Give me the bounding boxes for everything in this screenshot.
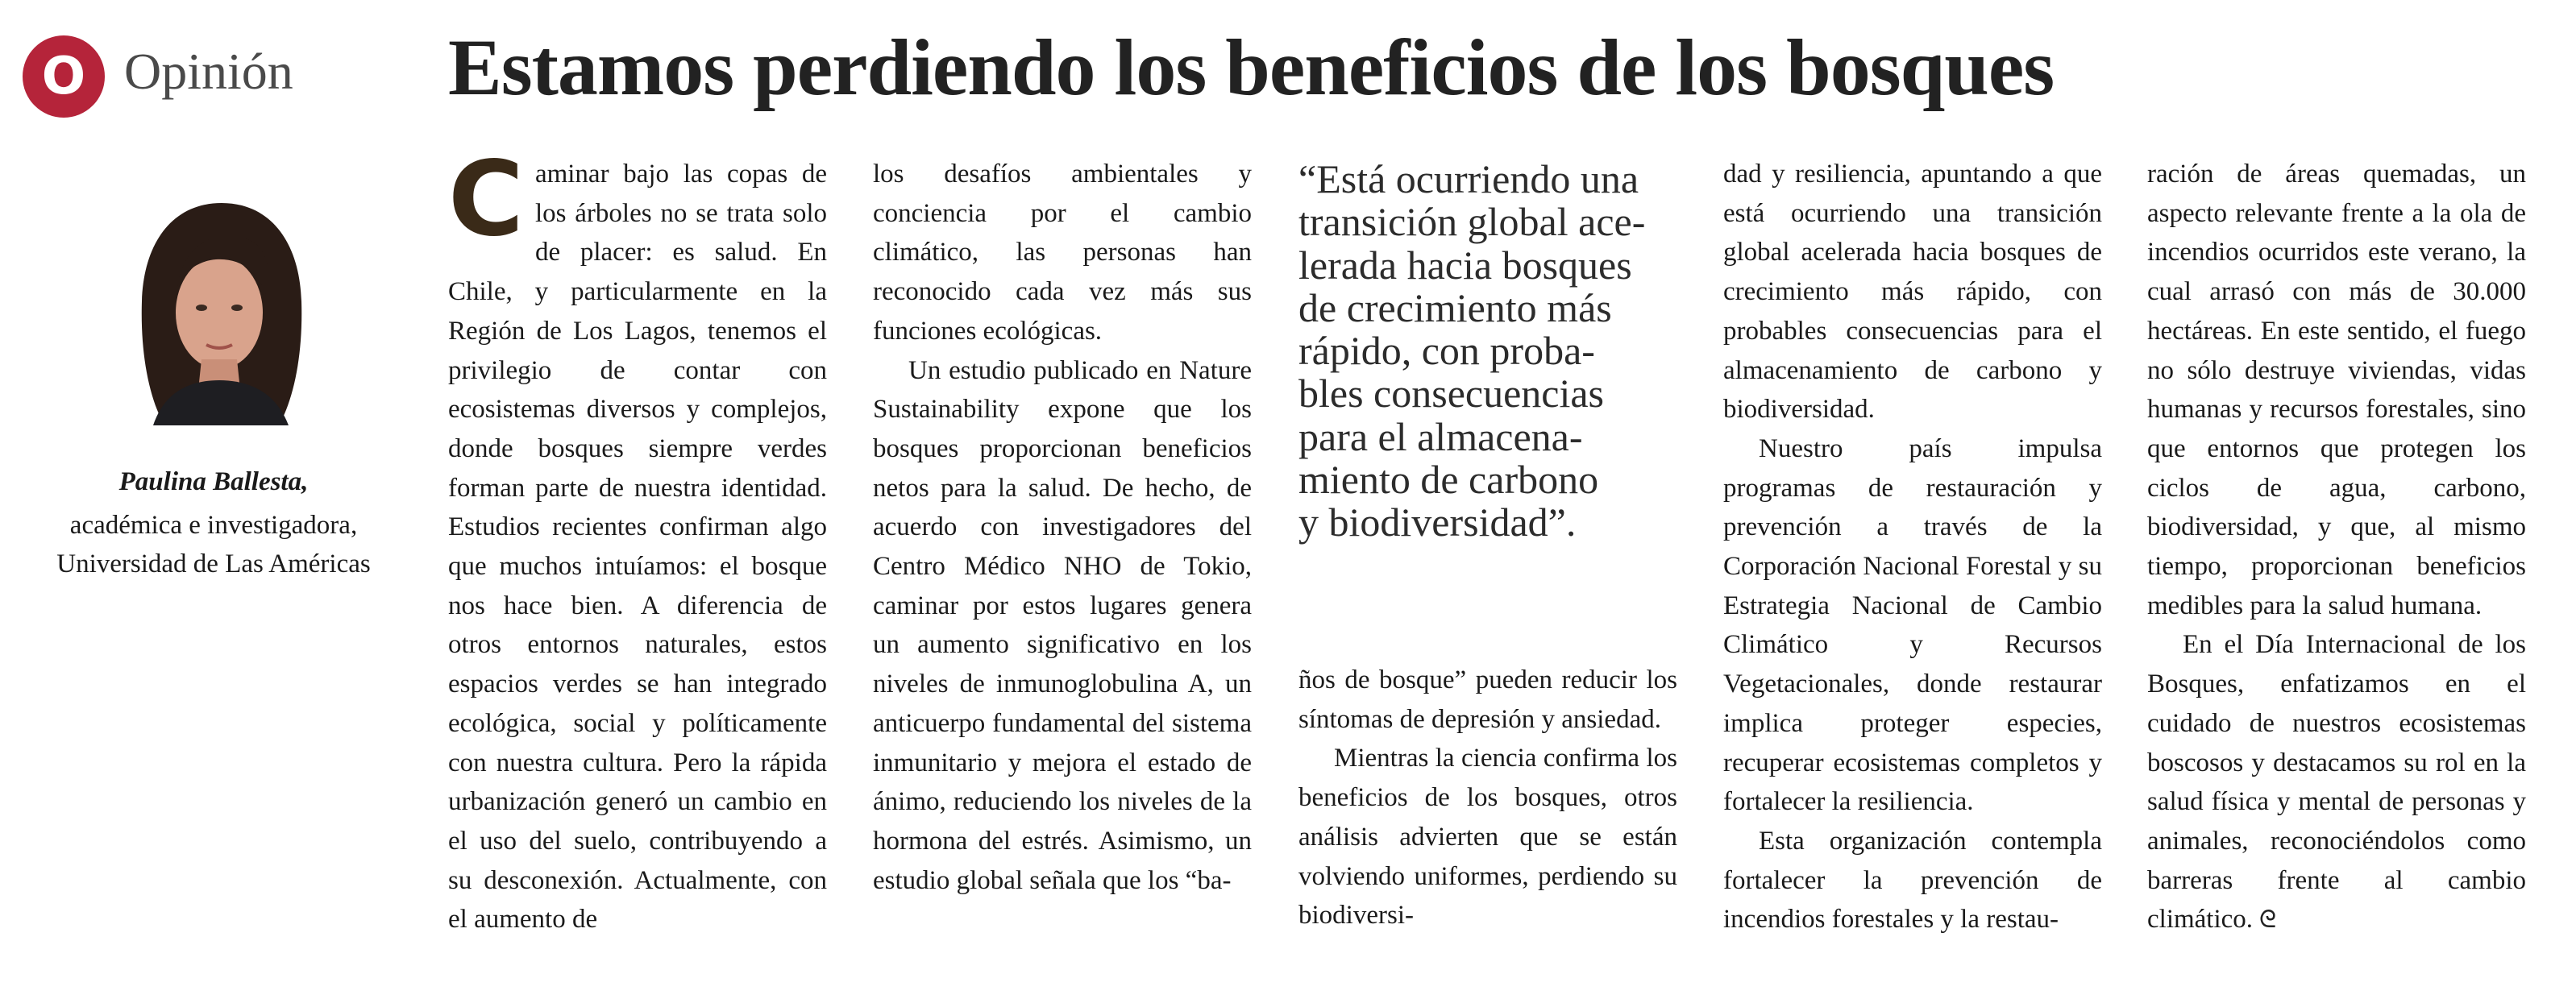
author-name: Paulina Ballesta, [118,467,309,496]
article-paragraph: los desafíos ambientales y conciencia por el cambio climático, las personas han reconocido cada vez más sus funciones ecológicas. [873,160,1252,346]
author-role-line2: Universidad de Las Américas [56,549,371,578]
drop-cap: C [448,139,524,259]
article-column-5 [2147,155,2526,940]
author-eye-right [231,305,243,311]
section-label: Opinión [124,43,293,100]
article-paragraph: Un estudio publicado en Nature Sustainability expone que los bosques proporcionan beneficios netos para la salud. De hecho, de acuerdo con investigadores del Centro Médico NHO de Tokio, caminar por estos lugares genera un aumento significativo en los niveles de inmunoglobulina A, un anticuerpo fundamental del sistema inmunitario y mejora el estado de ánimo, reduciendo los niveles de la hormona del estrés. Asimismo, un estudio global señala que los “ba- [873,355,1252,895]
article-paragraph: ración de áreas quemadas, un aspecto relevante frente a la ola de incendios ocurridos este verano, la cual arrasó con más de 30.000 hectáreas. En este sentido, el fuego no sólo destruye viviendas, vidas humanas y recursos forestales, sino que entornos que protegen los ciclos de agua, carbono, biodiversidad, y que, al mismo tiempo, proporcionan beneficios medibles para la salud humana. [2147,160,2526,620]
article-paragraph: Esta organización contempla fortalecer la prevención de incendios forestales y la restau- [1723,826,2102,935]
article-paragraph: dad y resiliencia, apuntando a que está ocurriendo una transición global acelerada hacia bosques de crecimiento más rápido, con probables consecuencias para el almacenamiento de carbono y biodiversidad. [1723,160,2102,425]
article-column-1 [448,139,827,939]
pull-quote-line: transición global ace- [1298,199,1646,245]
article-paragraph: aminar bajo las copas de los árboles no se trata solo de placer: es salud. En Chile, y particularmente en la Región de Los Lagos, tenemos el privilegio de contar con ecosistemas diversos y complejos, donde bosques siempre verdes forman parte de nuestra identidad. Estudios recientes confirman algo que muchos intuíamos: el bosque nos hace bien. A diferencia de otros entornos naturales, estos espacios verdes se han integrado ecológica, social y políticamente con nuestra cultura. Pero la rápida urbanización generó un cambio en el uso del suelo, contribuyendo a su desconexión. Actualmente, con el aumento de [448,160,827,935]
article-paragraph: Mientras la ciencia confirma los beneficios de los bosques, otros análisis advierten que se están volviendo uniformes, perdiendo su biodiversi- [1298,744,1677,931]
end-mark-icon: ᘓ [2259,906,2277,935]
article-column-4 [1723,155,2102,939]
pull-quote-line: rápido, con proba- [1298,328,1595,374]
author-role-line1: académica e investigadora, [69,511,358,540]
pull-quote-line: para el almacena- [1298,413,1583,459]
author-face [176,256,263,369]
author-eye-left [196,305,207,311]
pull-quote-line: lerada hacia bosques [1298,242,1632,288]
article-column-3 [1298,661,1677,935]
pull-quote-line: de crecimiento más [1298,284,1612,330]
pull-quote-line: “Está ocurriendo una [1298,156,1639,201]
headline: Estamos perdiendo los beneficios de los bosques [448,23,2055,112]
article-paragraph-text: En el Día Internacional de los Bosques, enfatizamos en el cuidado de nuestros ecosistemas boscosos y destacamos su rol en la salud física y mental de personas y animales, reconociéndolos como barreras frente al cambio climático. [2147,630,2526,935]
pull-quote-line: miento de carbono [1298,457,1599,503]
section-badge: O [23,35,105,118]
pull-quote-line: bles consecuencias [1298,371,1605,417]
article-paragraph: ños de bosque” pueden reducir los síntomas de depresión y ansiedad. [1298,665,1677,734]
article-paragraph [2147,625,2526,940]
author-role [0,506,427,583]
pull-quote [1298,158,1693,545]
article-paragraph: Nuestro país impulsa programas de restauración y prevención a través de la Corporación Nacional Forestal y su Estrategia Nacional de Cambio Climático y Recursos Vegetacionales, donde restaurar implica proteger especies, recuperar ecosistemas completos y fortalecer la resiliencia. [1723,433,2102,817]
article-column-2 [873,155,1252,900]
author-photo [121,198,322,432]
pull-quote-line: y biodiversidad”. [1298,500,1577,545]
